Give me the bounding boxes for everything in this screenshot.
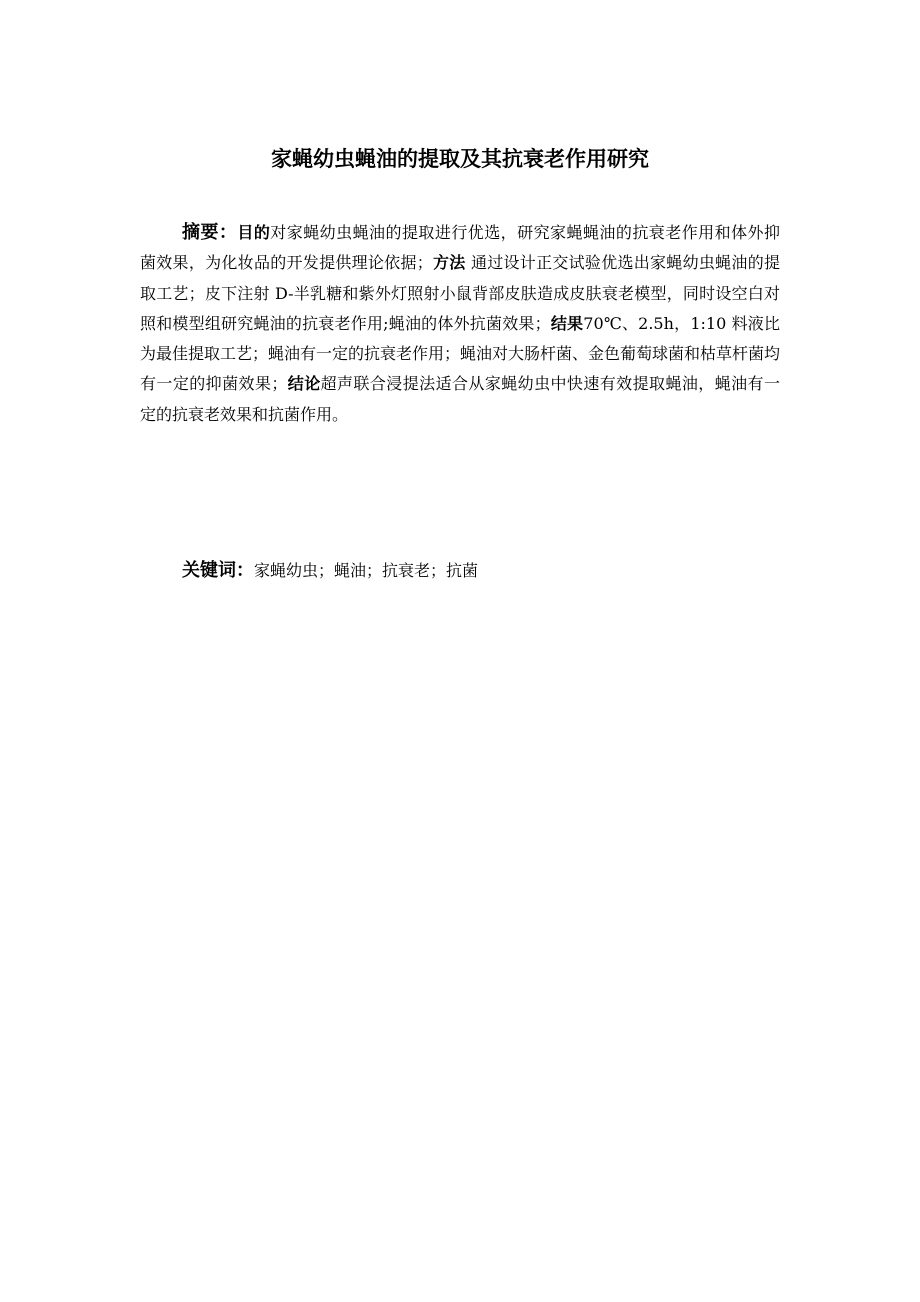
conclusion-text: 超声联合浸提法适合从家蝇幼虫中快速有效提取蝇油，蝇油有一定的抗衰老效果和抗菌作用。	[140, 374, 780, 424]
abstract-paragraph	[140, 218, 780, 430]
results-label: 结果	[550, 313, 584, 333]
methods-label: 方法	[432, 253, 466, 273]
keywords-label: 关键词：	[182, 560, 254, 581]
conclusion-label: 结论	[287, 374, 321, 394]
objective-label: 目的	[237, 223, 271, 242]
keywords-text: 家蝇幼虫；蝇油；抗衰老；抗菌	[254, 561, 479, 580]
results-text: 70℃、2.5h，1:10 料液比为最佳提取工艺；蝇油有一定的抗衰老作用；蝇油对大肠杆菌、金色葡萄球菌和枯草杆菌均有一定的抑菌效果；	[140, 313, 781, 394]
keywords-line	[182, 556, 782, 586]
abstract-label: 摘要：	[182, 222, 238, 243]
methods-text: 通过设计正交试验优选出家蝇幼虫蝇油的提取工艺；皮下注射 D-半乳糖和紫外灯照射小鼠背部皮肤造成皮肤衰老模型，同时设空白对照和模型组研究蝇油的抗衰老作用;蝇油的体外抗菌效果；	[140, 253, 780, 333]
objective-text: 对家蝇幼虫蝇油的提取进行优选，研究家蝇蝇油的抗衰老作用和体外抑菌效果，为化妆品的开发提供理论依据；	[140, 223, 780, 273]
paper-title: 家蝇幼虫蝇油的提取及其抗衰老作用研究	[271, 147, 649, 171]
